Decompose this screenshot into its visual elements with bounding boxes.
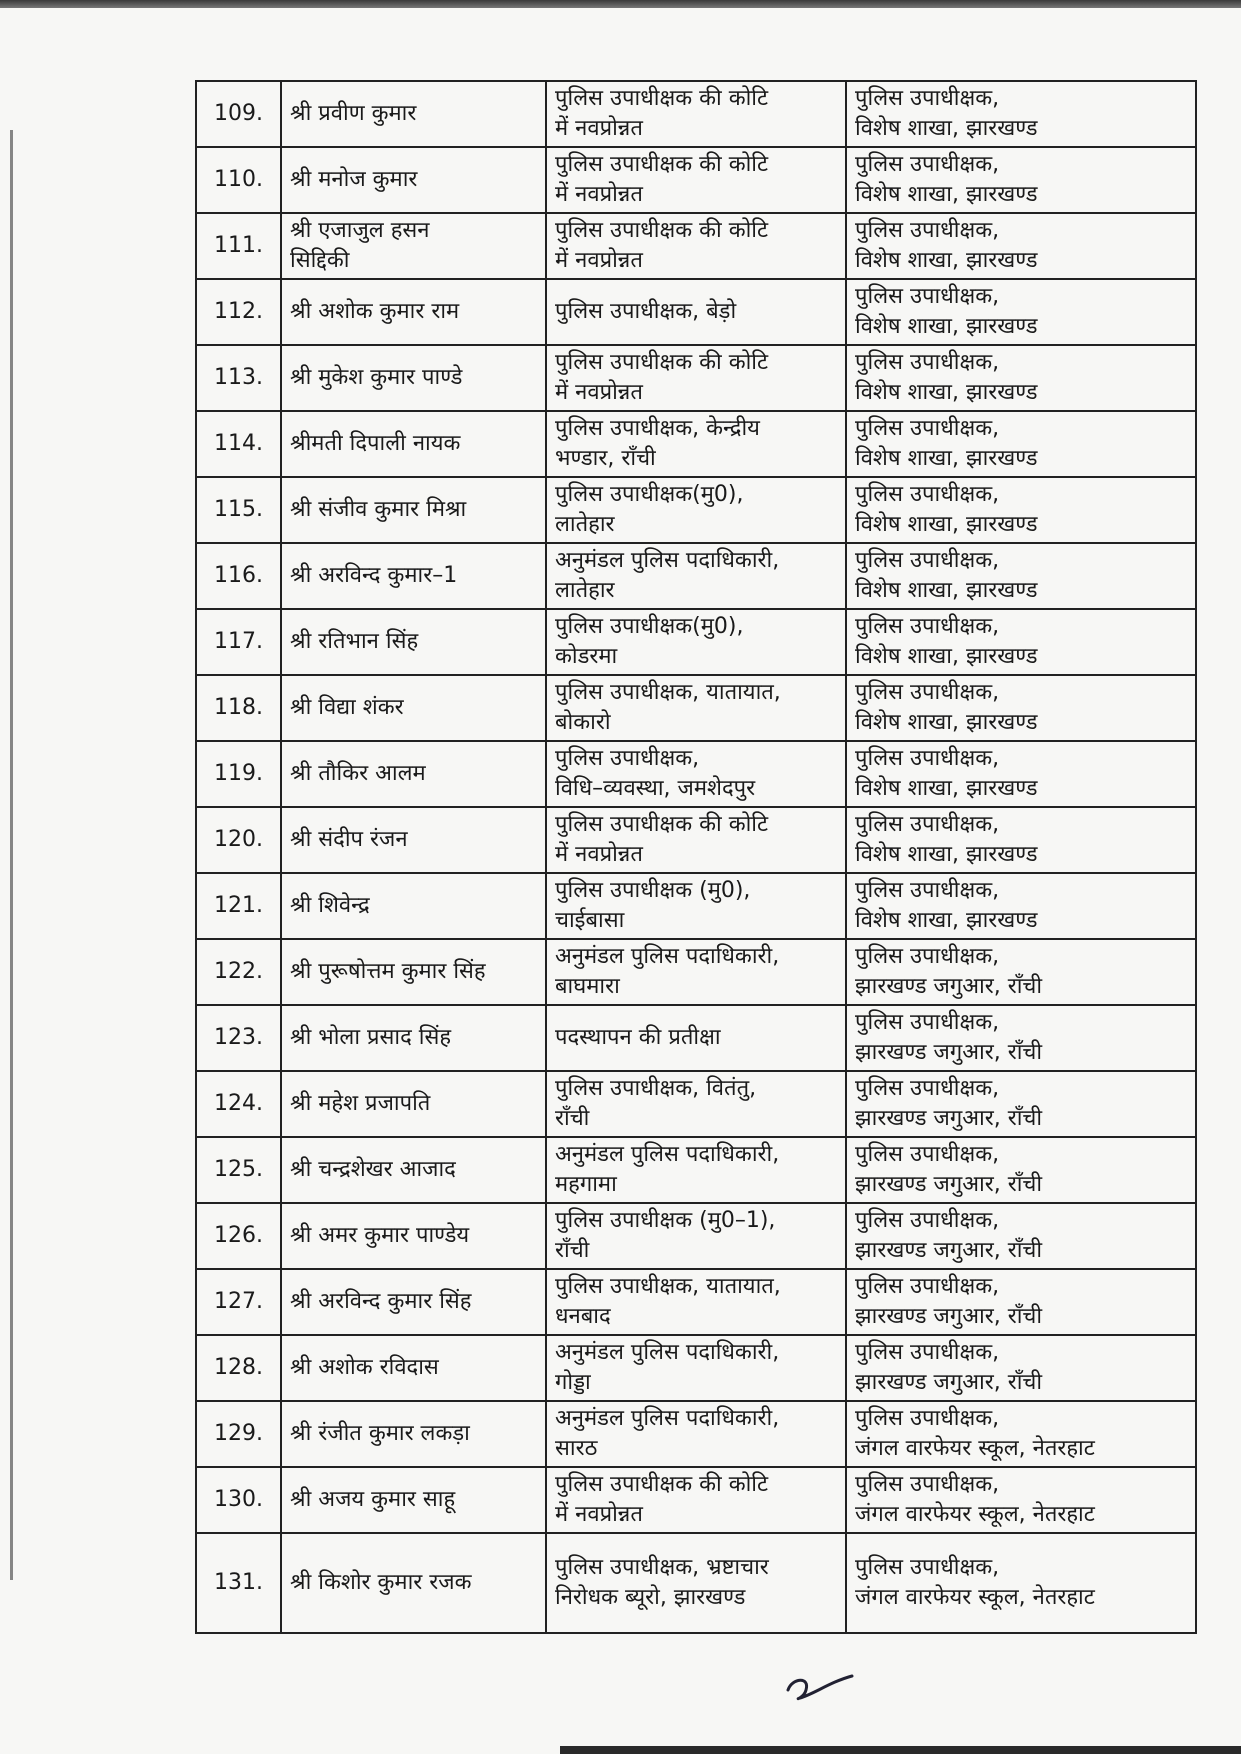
serial-number: 122. <box>196 939 281 1005</box>
current-posting-line: राँची <box>555 1106 590 1131</box>
new-posting-line: विशेष शाखा, झारखण्ड <box>855 776 1038 801</box>
serial-number: 121. <box>196 873 281 939</box>
officer-name-line: श्री रतिभान सिंह <box>290 629 419 654</box>
current-posting <box>546 279 846 345</box>
new-posting-line: पुलिस उपाधीक्षक, <box>855 152 1000 177</box>
officer-name-line: श्री रंजीत कुमार लकड़ा <box>290 1421 470 1446</box>
current-posting-line: धनबाद <box>555 1304 611 1329</box>
new-posting-line: पुलिस उपाधीक्षक, <box>855 1340 1000 1365</box>
current-posting-line: पुलिस उपाधीक्षक की कोटि <box>555 1472 769 1497</box>
new-posting-line: पुलिस उपाधीक्षक, <box>855 416 1000 441</box>
new-posting-line: विशेष शाखा, झारखण्ड <box>855 116 1038 141</box>
serial-number: 119. <box>196 741 281 807</box>
new-posting-line: विशेष शाखा, झारखण्ड <box>855 842 1038 867</box>
current-posting-line: पुलिस उपाधीक्षक (मु0), <box>555 878 751 903</box>
current-posting-line: पुलिस उपाधीक्षक, बेड़ो <box>555 299 737 324</box>
officer-name <box>281 1203 546 1269</box>
new-posting-line: पुलिस उपाधीक्षक, <box>855 1274 1000 1299</box>
current-posting-line: पदस्थापन की प्रतीक्षा <box>555 1025 721 1050</box>
table-row <box>196 1071 1196 1137</box>
officer-name <box>281 807 546 873</box>
new-posting-line: पुलिस उपाधीक्षक, <box>855 812 1000 837</box>
new-posting <box>846 213 1196 279</box>
serial-number: 127. <box>196 1269 281 1335</box>
current-posting-line: में नवप्रोन्नत <box>555 380 643 405</box>
current-posting <box>546 1137 846 1203</box>
current-posting-line: में नवप्रोन्नत <box>555 182 643 207</box>
officer-name-line: श्री अशोक रविदास <box>290 1355 439 1380</box>
serial-number: 114. <box>196 411 281 477</box>
new-posting <box>846 1533 1196 1633</box>
current-posting-line: बाघमारा <box>555 974 620 999</box>
new-posting <box>846 279 1196 345</box>
new-posting-line: विशेष शाखा, झारखण्ड <box>855 182 1038 207</box>
new-posting-line: झारखण्ड जगुआर, राँची <box>855 1370 1043 1395</box>
officer-name <box>281 1401 546 1467</box>
current-posting-line: अनुमंडल पुलिस पदाधिकारी, <box>555 1142 780 1167</box>
officer-name-line: श्री अजय कुमार साहू <box>290 1487 456 1512</box>
officer-name <box>281 609 546 675</box>
officer-name <box>281 345 546 411</box>
scan-bottom-edge <box>560 1746 1241 1754</box>
table-row <box>196 807 1196 873</box>
officer-name <box>281 147 546 213</box>
current-posting-line: पुलिस उपाधीक्षक की कोटि <box>555 350 769 375</box>
table-row <box>196 1005 1196 1071</box>
new-posting-line: पुलिस उपाधीक्षक, <box>855 1555 1000 1580</box>
current-posting-line: में नवप्रोन्नत <box>555 248 643 273</box>
table-row <box>196 1137 1196 1203</box>
serial-number: 111. <box>196 213 281 279</box>
current-posting <box>546 477 846 543</box>
serial-number: 110. <box>196 147 281 213</box>
serial-number: 120. <box>196 807 281 873</box>
table-row <box>196 675 1196 741</box>
new-posting-line: पुलिस उपाधीक्षक, <box>855 1406 1000 1431</box>
new-posting-line: पुलिस उपाधीक्षक, <box>855 1076 1000 1101</box>
new-posting-line: पुलिस उपाधीक्षक, <box>855 482 1000 507</box>
new-posting-line: विशेष शाखा, झारखण्ड <box>855 644 1038 669</box>
current-posting <box>546 939 846 1005</box>
officer-name <box>281 1137 546 1203</box>
current-posting-line: पुलिस उपाधीक्षक की कोटि <box>555 152 769 177</box>
officer-name <box>281 1071 546 1137</box>
current-posting <box>546 1071 846 1137</box>
new-posting-line: विशेष शाखा, झारखण्ड <box>855 446 1038 471</box>
new-posting <box>846 1203 1196 1269</box>
table-row <box>196 1335 1196 1401</box>
officer-name-line: श्री अमर कुमार पाण्डेय <box>290 1223 470 1248</box>
serial-number: 124. <box>196 1071 281 1137</box>
table-row <box>196 279 1196 345</box>
officer-name-line: श्री विद्या शंकर <box>290 695 404 720</box>
officer-name-line: सिद्दिकी <box>290 248 350 273</box>
new-posting <box>846 609 1196 675</box>
serial-number: 109. <box>196 81 281 147</box>
new-posting <box>846 807 1196 873</box>
new-posting-line: झारखण्ड जगुआर, राँची <box>855 1238 1043 1263</box>
current-posting-line: में नवप्रोन्नत <box>555 1502 643 1527</box>
new-posting <box>846 873 1196 939</box>
serial-number: 112. <box>196 279 281 345</box>
current-posting-line: पुलिस उपाधीक्षक, केन्द्रीय <box>555 416 760 441</box>
handwritten-initial-mark <box>780 1668 860 1708</box>
new-posting <box>846 939 1196 1005</box>
table-row <box>196 543 1196 609</box>
new-posting-line: जंगल वारफेयर स्कूल, नेतरहाट <box>855 1436 1095 1461</box>
new-posting-line: पुलिस उपाधीक्षक, <box>855 746 1000 771</box>
current-posting-line: पुलिस उपाधीक्षक की कोटि <box>555 812 769 837</box>
serial-number: 128. <box>196 1335 281 1401</box>
current-posting-line: पुलिस उपाधीक्षक, भ्रष्टाचार <box>555 1555 769 1580</box>
serial-number: 115. <box>196 477 281 543</box>
new-posting-line: विशेष शाखा, झारखण्ड <box>855 380 1038 405</box>
officer-name <box>281 741 546 807</box>
officer-name-line: श्रीमती दिपाली नायक <box>290 431 461 456</box>
current-posting-line: पुलिस उपाधीक्षक की कोटि <box>555 86 769 111</box>
table-row <box>196 1533 1196 1633</box>
current-posting-line: अनुमंडल पुलिस पदाधिकारी, <box>555 1340 780 1365</box>
officer-name-line: श्री शिवेन्द्र <box>290 893 370 918</box>
new-posting-line: विशेष शाखा, झारखण्ड <box>855 578 1038 603</box>
current-posting <box>546 675 846 741</box>
serial-number: 118. <box>196 675 281 741</box>
table-row <box>196 939 1196 1005</box>
officer-name-line: श्री एजाजुल हसन <box>290 218 430 243</box>
new-posting-line: विशेष शाखा, झारखण्ड <box>855 314 1038 339</box>
table-row <box>196 609 1196 675</box>
officer-name <box>281 1269 546 1335</box>
current-posting <box>546 543 846 609</box>
officer-name-line: श्री अरविन्द कुमार सिंह <box>290 1289 472 1314</box>
table-row <box>196 81 1196 147</box>
current-posting <box>546 213 846 279</box>
current-posting-line: अनुमंडल पुलिस पदाधिकारी, <box>555 944 780 969</box>
officer-name-line: श्री चन्द्रशेखर आजाद <box>290 1157 456 1182</box>
new-posting <box>846 1335 1196 1401</box>
new-posting-line: झारखण्ड जगुआर, राँची <box>855 1304 1043 1329</box>
new-posting-line: झारखण्ड जगुआर, राँची <box>855 974 1043 999</box>
new-posting <box>846 741 1196 807</box>
officer-name-line: श्री पुरूषोत्तम कुमार सिंह <box>290 959 486 984</box>
current-posting-line: पुलिस उपाधीक्षक(मु0), <box>555 614 744 639</box>
table-row <box>196 1269 1196 1335</box>
officer-name <box>281 939 546 1005</box>
current-posting-line: लातेहार <box>555 512 615 537</box>
current-posting-line: भण्डार, राँची <box>555 446 656 471</box>
serial-number: 125. <box>196 1137 281 1203</box>
officer-name <box>281 543 546 609</box>
current-posting-line: निरोधक ब्यूरो, झारखण्ड <box>555 1585 746 1610</box>
new-posting <box>846 147 1196 213</box>
officer-name-line: श्री संजीव कुमार मिश्रा <box>290 497 467 522</box>
current-posting-line: पुलिस उपाधीक्षक, <box>555 746 700 771</box>
current-posting-line: पुलिस उपाधीक्षक (मु0–1), <box>555 1208 776 1233</box>
current-posting <box>546 411 846 477</box>
current-posting-line: पुलिस उपाधीक्षक, वितंतु, <box>555 1076 757 1101</box>
current-posting <box>546 741 846 807</box>
new-posting <box>846 1401 1196 1467</box>
serial-number: 117. <box>196 609 281 675</box>
serial-number: 130. <box>196 1467 281 1533</box>
new-posting-line: झारखण्ड जगुआर, राँची <box>855 1172 1043 1197</box>
current-posting-line: में नवप्रोन्नत <box>555 116 643 141</box>
officer-name-line: श्री किशोर कुमार रजक <box>290 1570 472 1595</box>
officer-name-line: श्री महेश प्रजापति <box>290 1091 431 1116</box>
current-posting-line: बोकारो <box>555 710 611 735</box>
officer-name-line: श्री मनोज कुमार <box>290 167 418 192</box>
current-posting <box>546 873 846 939</box>
new-posting-line: पुलिस उपाधीक्षक, <box>855 878 1000 903</box>
new-posting-line: विशेष शाखा, झारखण्ड <box>855 248 1038 273</box>
current-posting-line: अनुमंडल पुलिस पदाधिकारी, <box>555 548 780 573</box>
officer-name <box>281 873 546 939</box>
new-posting-line: पुलिस उपाधीक्षक, <box>855 1472 1000 1497</box>
table-row <box>196 477 1196 543</box>
new-posting <box>846 411 1196 477</box>
table-row <box>196 147 1196 213</box>
serial-number: 131. <box>196 1533 281 1633</box>
table-row <box>196 345 1196 411</box>
current-posting-line: विधि–व्यवस्था, जमशेदपुर <box>555 776 756 801</box>
current-posting-line: में नवप्रोन्नत <box>555 842 643 867</box>
officer-name <box>281 213 546 279</box>
current-posting <box>546 1203 846 1269</box>
officer-name <box>281 81 546 147</box>
current-posting-line: पुलिस उपाधीक्षक की कोटि <box>555 218 769 243</box>
current-posting <box>546 81 846 147</box>
current-posting <box>546 1335 846 1401</box>
current-posting <box>546 345 846 411</box>
current-posting-line: राँची <box>555 1238 590 1263</box>
new-posting <box>846 1071 1196 1137</box>
officer-name <box>281 1335 546 1401</box>
new-posting <box>846 1269 1196 1335</box>
table-row <box>196 741 1196 807</box>
current-posting <box>546 1467 846 1533</box>
serial-number: 116. <box>196 543 281 609</box>
officer-name <box>281 1467 546 1533</box>
new-posting-line: पुलिस उपाधीक्षक, <box>855 218 1000 243</box>
scan-top-edge <box>0 0 1241 8</box>
officer-name-line: श्री संदीप रंजन <box>290 827 408 852</box>
new-posting <box>846 1005 1196 1071</box>
serial-number: 129. <box>196 1401 281 1467</box>
new-posting <box>846 1137 1196 1203</box>
current-posting <box>546 1005 846 1071</box>
table-row <box>196 873 1196 939</box>
table-row <box>196 1467 1196 1533</box>
current-posting <box>546 807 846 873</box>
current-posting-line: पुलिस उपाधीक्षक(मु0), <box>555 482 744 507</box>
new-posting-line: पुलिस उपाधीक्षक, <box>855 350 1000 375</box>
new-posting <box>846 345 1196 411</box>
current-posting-line: चाईबासा <box>555 908 625 933</box>
officer-name-line: श्री मुकेश कुमार पाण्डे <box>290 365 463 390</box>
new-posting <box>846 543 1196 609</box>
officer-name-line: श्री प्रवीण कुमार <box>290 101 417 126</box>
current-posting-line: सारठ <box>555 1436 598 1461</box>
current-posting <box>546 609 846 675</box>
officer-name <box>281 1005 546 1071</box>
new-posting-line: झारखण्ड जगुआर, राँची <box>855 1106 1043 1131</box>
new-posting-line: पुलिस उपाधीक्षक, <box>855 548 1000 573</box>
scan-left-edge <box>10 130 13 1580</box>
posting-table-body <box>196 81 1196 1633</box>
current-posting <box>546 1401 846 1467</box>
current-posting-line: महगामा <box>555 1172 617 1197</box>
new-posting-line: पुलिस उपाधीक्षक, <box>855 680 1000 705</box>
new-posting-line: पुलिस उपाधीक्षक, <box>855 284 1000 309</box>
current-posting-line: गोड्डा <box>555 1370 591 1395</box>
current-posting-line: अनुमंडल पुलिस पदाधिकारी, <box>555 1406 780 1431</box>
table-row <box>196 1401 1196 1467</box>
current-posting-line: पुलिस उपाधीक्षक, यातायात, <box>555 680 781 705</box>
current-posting <box>546 147 846 213</box>
new-posting-line: जंगल वारफेयर स्कूल, नेतरहाट <box>855 1502 1095 1527</box>
new-posting-line: झारखण्ड जगुआर, राँची <box>855 1040 1043 1065</box>
officer-name <box>281 675 546 741</box>
new-posting-line: पुलिस उपाधीक्षक, <box>855 944 1000 969</box>
officer-name <box>281 1533 546 1633</box>
new-posting <box>846 81 1196 147</box>
new-posting-line: जंगल वारफेयर स्कूल, नेतरहाट <box>855 1585 1095 1610</box>
officer-name-line: श्री अरविन्द कुमार–1 <box>290 563 458 588</box>
new-posting-line: पुलिस उपाधीक्षक, <box>855 1208 1000 1233</box>
current-posting <box>546 1533 846 1633</box>
serial-number: 126. <box>196 1203 281 1269</box>
officer-name <box>281 279 546 345</box>
officer-name <box>281 477 546 543</box>
new-posting-line: विशेष शाखा, झारखण्ड <box>855 512 1038 537</box>
posting-table <box>195 80 1197 1634</box>
new-posting-line: पुलिस उपाधीक्षक, <box>855 1010 1000 1035</box>
current-posting-line: पुलिस उपाधीक्षक, यातायात, <box>555 1274 781 1299</box>
current-posting <box>546 1269 846 1335</box>
new-posting-line: विशेष शाखा, झारखण्ड <box>855 908 1038 933</box>
current-posting-line: कोडरमा <box>555 644 618 669</box>
officer-name-line: श्री भोला प्रसाद सिंह <box>290 1025 452 1050</box>
new-posting-line: पुलिस उपाधीक्षक, <box>855 614 1000 639</box>
new-posting <box>846 675 1196 741</box>
new-posting <box>846 477 1196 543</box>
current-posting-line: लातेहार <box>555 578 615 603</box>
table-row <box>196 411 1196 477</box>
table-row <box>196 1203 1196 1269</box>
serial-number: 113. <box>196 345 281 411</box>
officer-name-line: श्री अशोक कुमार राम <box>290 299 460 324</box>
new-posting-line: विशेष शाखा, झारखण्ड <box>855 710 1038 735</box>
table-row <box>196 213 1196 279</box>
officer-name <box>281 411 546 477</box>
new-posting-line: पुलिस उपाधीक्षक, <box>855 1142 1000 1167</box>
new-posting <box>846 1467 1196 1533</box>
officer-name-line: श्री तौकिर आलम <box>290 761 426 786</box>
serial-number: 123. <box>196 1005 281 1071</box>
new-posting-line: पुलिस उपाधीक्षक, <box>855 86 1000 111</box>
